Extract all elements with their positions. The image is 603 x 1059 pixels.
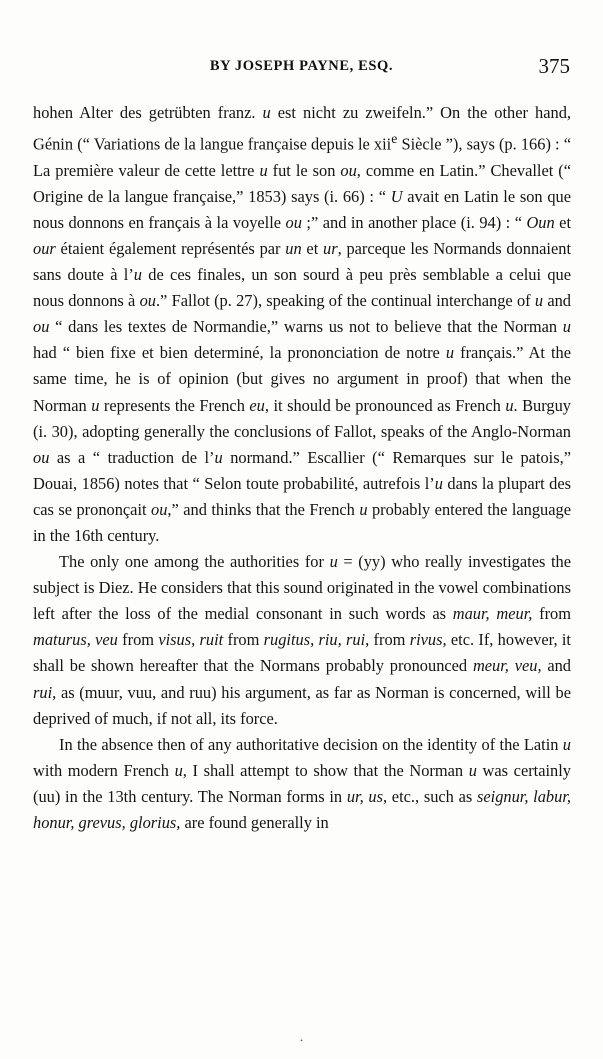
- page-header: [0, 54, 603, 82]
- para-2: The only one among the authorities for u = (yy) who really investigates the subject is Diez. He considers that this sound originated in the vowel combinations left after the loss of the medial consonant in such words as maur, meur, from maturus, veu from visus, ruit from rugitus, riu, rui, from rivus, etc. If, however, it shall be shown hereafter that the Normans probably pronounced meur, veu, and rui, as (muur, vuu, and ruu) his argument, as far as Norman is concerned, will be deprived of much, if not all, its force.: [33, 552, 572, 728]
- body-text: [33, 100, 571, 836]
- running-head: BY JOSEPH PAYNE, ESQ.: [209, 58, 394, 74]
- page-number: 375: [538, 54, 570, 78]
- para-1: hohen Alter des getrübten franz. u est nicht zu zweifeln.” On the other hand, Génin (“ Variations de la langue française depuis le xii$^e$ Siècle ”), says (p. 166) : “ La première valeur de cette lettre u fut le son ou, comme en Latin.” Chevallet (“ Origine de la langue française,” 1853) says (i. 66) : “ U avait en Latin le son que nous donnons en français à la voyelle ou ;” and in another place (i. 94) : “ Oun et our étaient également représentés par un et ur, parceque les Normands donnaient sans doute à l’u de ces finales, un son sourd à peu près semblable a celui que nous donnons à ou.” Fallot (p. 27), speaking of the continual interchange of u and ou “ dans les textes de Normandie,” warns us not to believe that the Norman u had “ bien fixe et bien determiné, la prononciation de notre u français.” At the same time, he is of opinion (but gives no argument in proof) that when the Norman u represents the French eu, it should be pronounced as French u. Burguy (i. 30), adopting generally the conclusions of Fallot, speaks of the Anglo-Norman ou as a “ traduction de l’u normand.” Escallier (“ Remarques sur le patois,” Douai, 1856) notes that “ Selon toute probabilité, autrefois l’u dans la plupart des cas se prononçait ou,” and thinks that the French u probably entered the language in the 16th century.: [33, 103, 572, 545]
- footer-mark: .: [299, 1029, 304, 1044]
- para-3: In the absence then of any authoritative decision on the identity of the Latin u with modern French u, I shall attempt to show that the Norman u was certainly (uu) in the 13th century. The Norman forms in ur, us, etc., such as seignur, labur, honur, grevus, glorius, are found generally in: [33, 734, 572, 832]
